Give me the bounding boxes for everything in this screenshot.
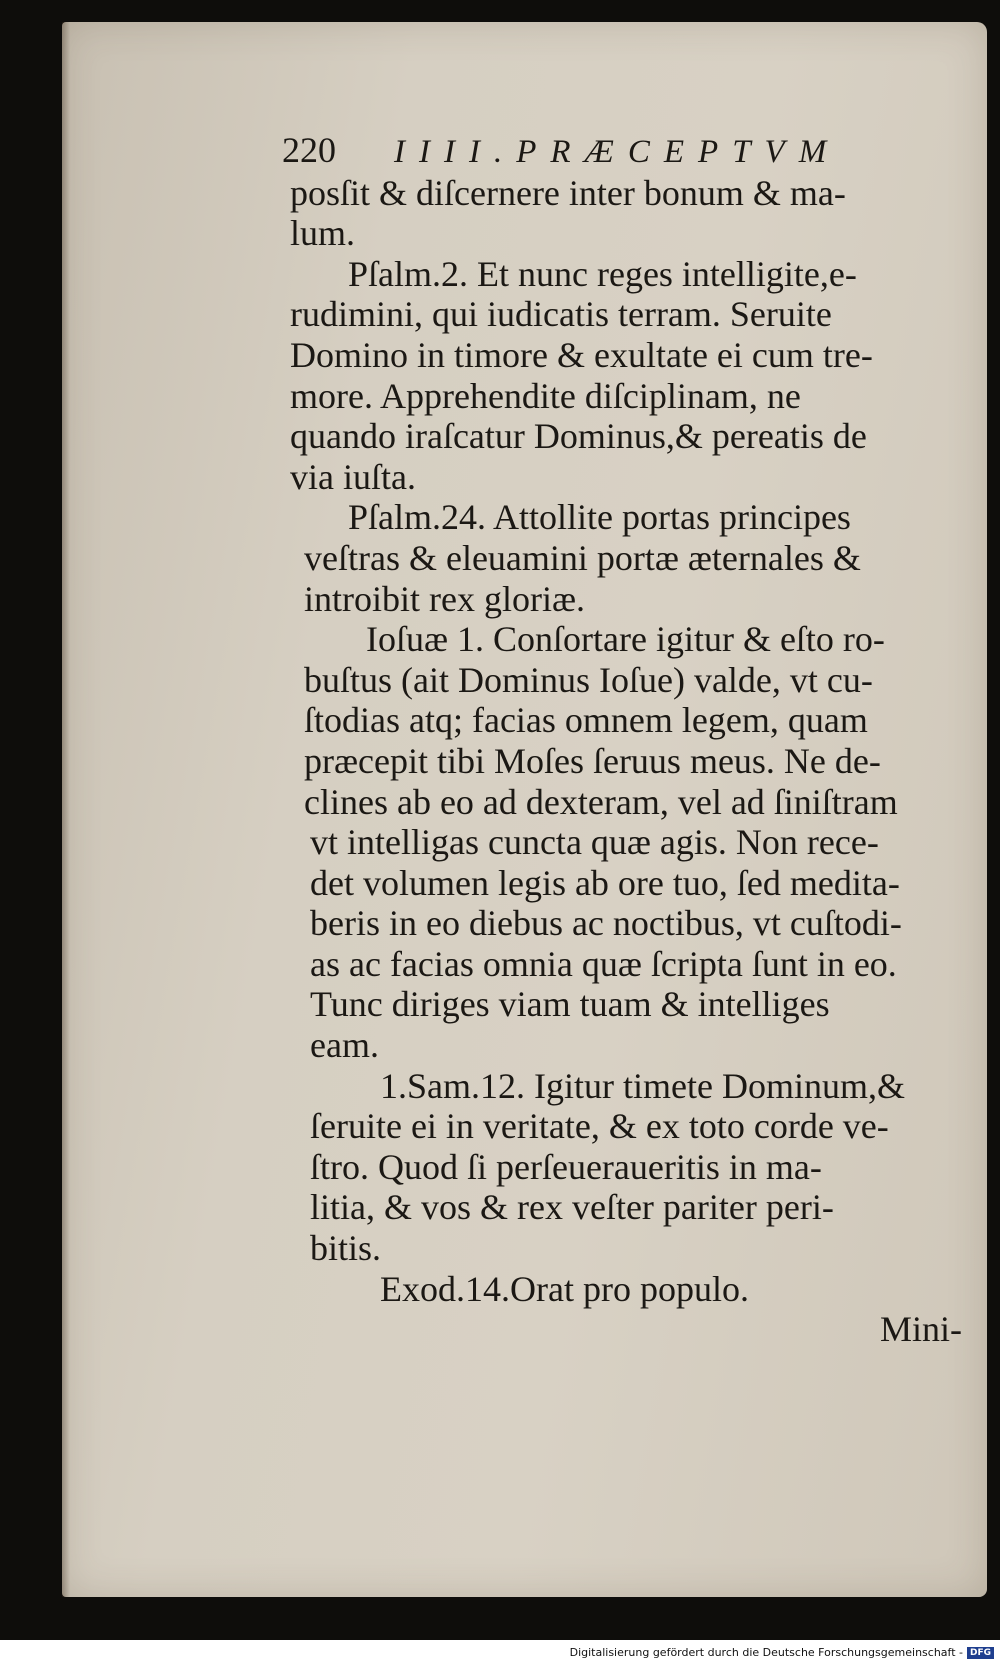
text-line: Tunc diriges viam tuam & intelliges	[310, 984, 830, 1025]
text-line: litia, & vos & rex veſter pariter peri-	[310, 1187, 834, 1228]
dfg-logo-icon: DFG	[967, 1647, 994, 1659]
digitization-credit	[570, 1646, 994, 1659]
catchword: Mini-	[879, 1309, 962, 1350]
text-line: as ac facias omnia quæ ſcripta ſunt in eo.	[310, 943, 897, 984]
text-line: præcepit tibi Moſes ſeruus meus. Ne de-	[304, 740, 881, 781]
text-line: quando iraſcatur Dominus,& pereatis de	[290, 416, 867, 457]
text-line: ſtro. Quod ſi perſeueraueritis in ma-	[310, 1146, 822, 1187]
running-head: IIII.PRÆCEPTVM	[394, 134, 841, 170]
text-line: Pſalm.2. Et nunc reges intelligite,e-	[348, 253, 857, 294]
text-line: Pſalm.24. Attollite portas principes	[348, 497, 851, 538]
credit-text: Digitalisierung gefördert durch die Deutsche Forschungsgemeinschaft -	[569, 1646, 963, 1659]
page-text	[282, 130, 970, 1350]
text-line: more. Apprehendite diſciplinam, ne	[290, 375, 801, 416]
text-line: det volumen legis ab ore tuo, ſed medita-	[310, 862, 900, 903]
page-header	[282, 130, 970, 173]
text-line: lum.	[290, 213, 356, 254]
text-line: Exod.14.Orat pro populo.	[380, 1268, 749, 1309]
text-line: Ioſuæ 1. Conſortare igitur & eſto ro-	[366, 619, 885, 660]
text-line: ſtodias atq; facias omnem legem, quam	[304, 700, 868, 741]
text-line: clines ab eo ad dexteram, vel ad ſiniſtram	[304, 781, 898, 822]
text-line: introibit rex gloriæ.	[304, 578, 585, 619]
text-line: buſtus (ait Dominus Ioſue) valde, vt cu-	[304, 659, 873, 700]
text-line: posſit & diſcernere inter bonum & ma-	[290, 172, 846, 213]
text-line: via iuſta.	[290, 456, 416, 497]
text-line: 1.Sam.12. Igitur timete Dominum,&	[380, 1065, 905, 1106]
text-line: bitis.	[310, 1228, 382, 1269]
text-line: ſeruite ei in veritate, & ex toto corde ve-	[310, 1106, 889, 1147]
catchword-line	[290, 1309, 970, 1350]
text-line: rudimini, qui iudicatis terram. Seruite	[290, 294, 832, 335]
page-number: 220	[282, 130, 336, 170]
text-line: vt intelligas cuncta quæ agis. Non rece-	[310, 822, 879, 863]
text-line: veſtras & eleuamini portæ æternales &	[304, 537, 861, 578]
text-line: beris in eo diebus ac noctibus, vt cuſtodi-	[310, 903, 902, 944]
text-line: eam.	[310, 1025, 379, 1066]
text-line: Domino in timore & exultate ei cum tre-	[290, 334, 873, 375]
